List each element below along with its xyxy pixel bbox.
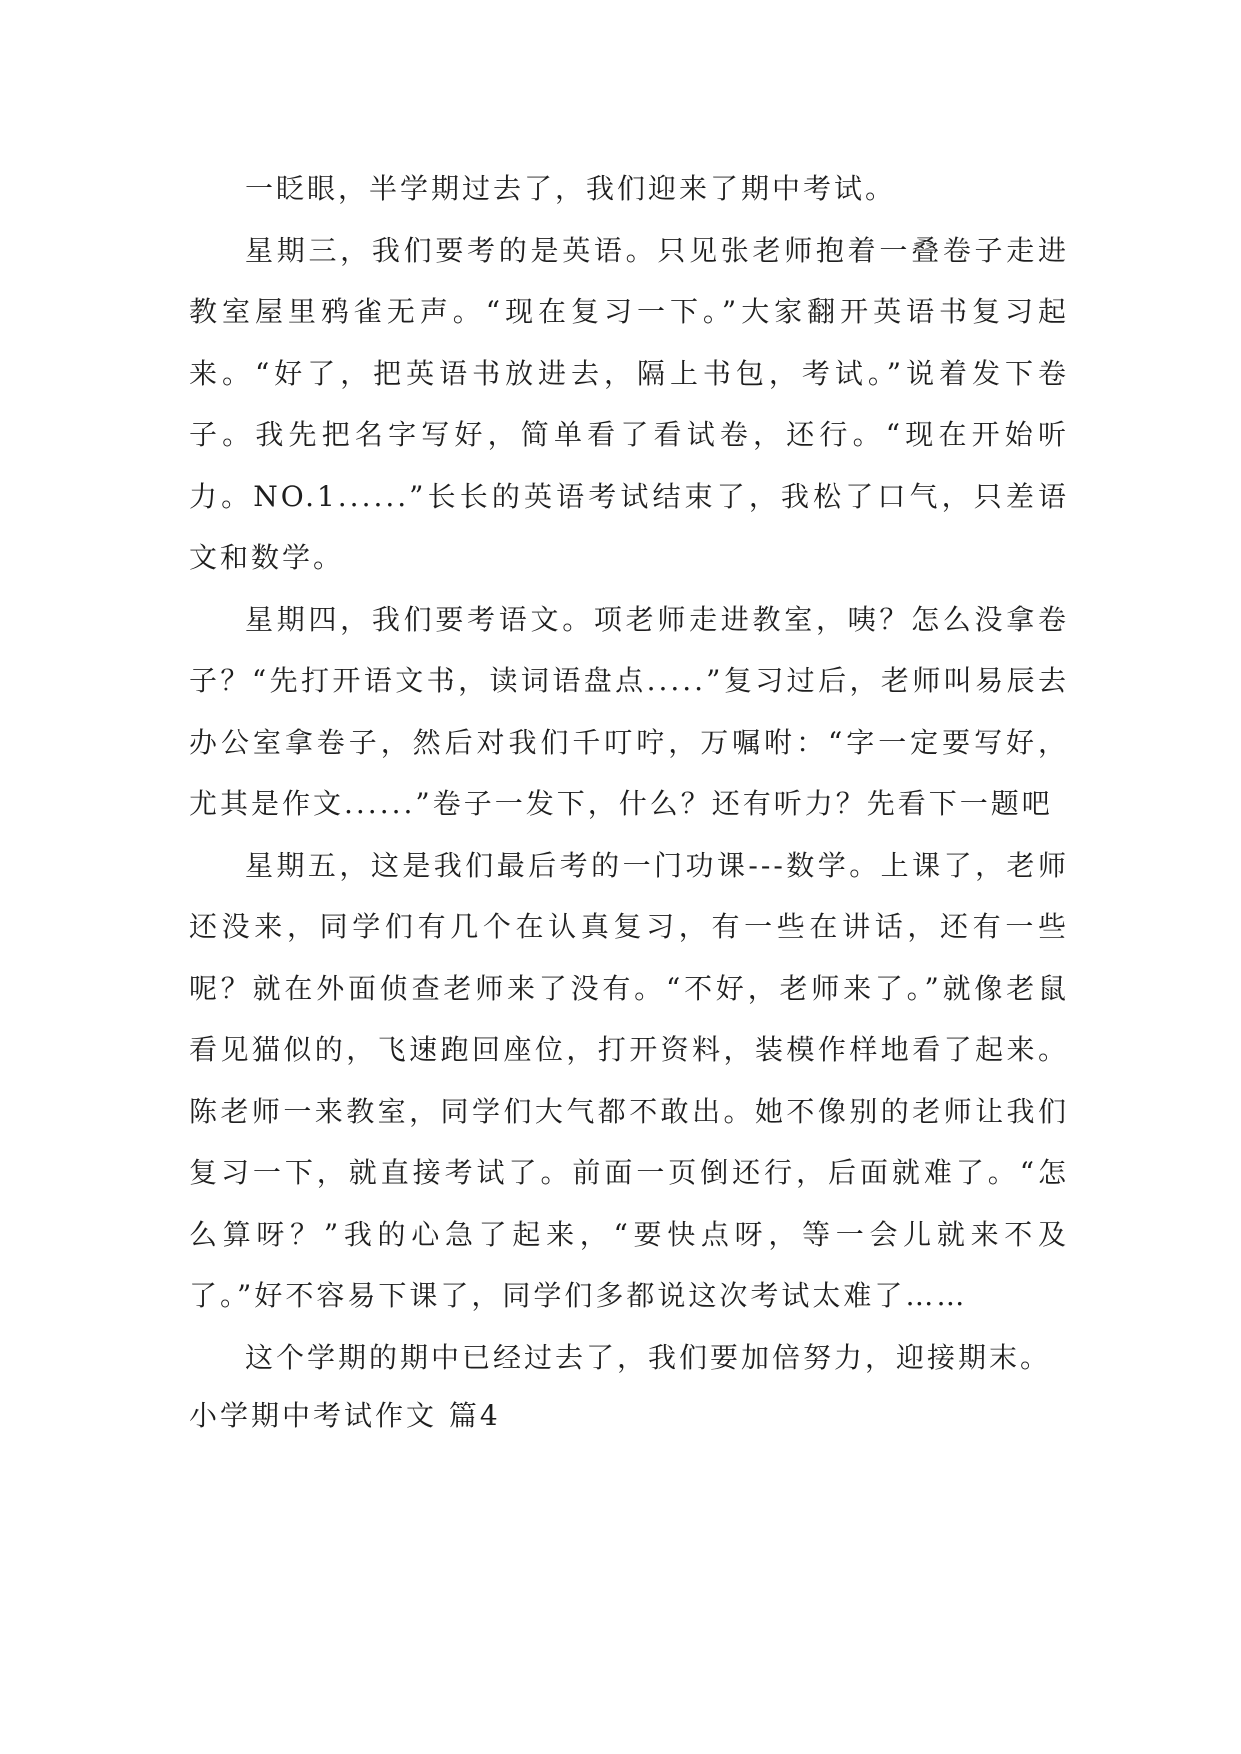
paragraph-1: 一眨眼，半学期过去了，我们迎来了期中考试。 bbox=[245, 172, 897, 205]
paragraph-5: 这个学期的期中已经过去了，我们要加倍努力，迎接期末。 bbox=[245, 1340, 1052, 1374]
document-body bbox=[189, 158, 1069, 1444]
paragraph-3: 星期四，我们要考语文。项老师走进教室，咦？怎么没拿卷子？“先打开语文书，读词语盘点.....”复习过后，老师叫易辰去办公室拿卷子，然后对我们千叮咛，万嘱咐：“字一定要写好，尤其是作文......”卷子一发下，什么？还有听力？先看下一题吧 bbox=[189, 602, 1069, 820]
section-heading: 小学期中考试作文 篇4 bbox=[189, 1399, 501, 1432]
paragraph-2: 星期三，我们要考的是英语。只见张老师抱着一叠卷子走进教室屋里鸦雀无声。“现在复习一下。”大家翻开英语书复习起来。“好了，把英语书放进去，隔上书包，考试。”说着发下卷子。我先把名字写好，简单看了看试卷，还行。“现在开始听力。NO.1......”长长的英语考试结束了，我松了口气，只差语文和数学。 bbox=[189, 233, 1069, 574]
paragraph-4: 星期五，这是我们最后考的一门功课---数学。上课了，老师还没来，同学们有几个在认真复习，有一些在讲话，还有一些呢？就在外面侦查老师来了没有。“不好，老师来了。”就像老鼠看见猫似的，飞速跑回座位，打开资料，装模作样地看了起来。陈老师一来教室，同学们大气都不敢出。她不像别的老师让我们复习一下，就直接考试了。前面一页倒还行，后面就难了。“怎么算呀？”我的心急了起来，“要快点呀，等一会儿就来不及了。”好不容易下课了，同学们多都说这次考试太难了…… bbox=[189, 848, 1069, 1312]
